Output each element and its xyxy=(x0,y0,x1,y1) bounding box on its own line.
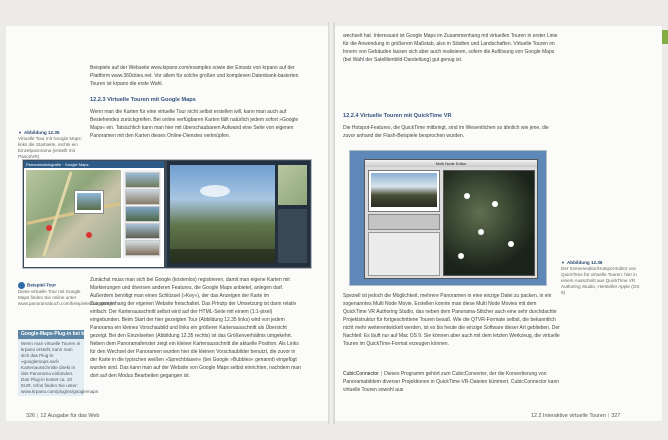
node-point-icon[interactable] xyxy=(458,253,464,259)
map-marker-icon[interactable] xyxy=(86,232,92,238)
section-title-right: 12.2 Interaktive virtuelle Touren xyxy=(531,413,606,419)
globe-icon xyxy=(18,282,25,289)
node-point-icon[interactable] xyxy=(464,193,470,199)
map-view xyxy=(26,170,121,258)
example-tour-text: Diese virtuelle Tour mit Google Maps finden Sie online unter www.panoramabuch.com/beispiele/tour_google xyxy=(18,289,115,306)
right-page xyxy=(335,26,662,421)
figure-caption-label: ▼ Abbildung 12.35 xyxy=(18,130,60,135)
node-list[interactable] xyxy=(368,232,440,276)
section-heading-quicktime: 12.2.4 Virtuelle Touren mit QuickTime VR xyxy=(343,113,452,119)
thumbnail-column xyxy=(123,170,161,258)
node-point-icon[interactable] xyxy=(492,201,498,207)
tour-panorama-screen xyxy=(167,161,310,267)
section-paragraph-quicktime: Die Hotspot-Features, die QuickTime mitbringt, sind im Wesentlichen so ähnlich wie jene, die zuvor anhand der Flash-Beispiele besprochen wurden. xyxy=(343,125,549,139)
figure-caption-text: Der Szeneneditor/Hotspot-Editor von QuickTime für virtuelle Touren: hier in einem Ausschnitt aus QuickTime VR Authoring Studio, Hersteller Apple (OS 9) xyxy=(561,266,640,295)
panorama-thumbnail[interactable] xyxy=(125,189,160,205)
figure-caption-label: ▼ Abbildung 12.36 xyxy=(561,260,603,265)
side-panel xyxy=(278,209,307,263)
left-footer: 326 | 12 Ausgabe für das Web xyxy=(26,413,100,419)
left-page xyxy=(6,26,328,421)
cubicconnector-lead: CubicConnector xyxy=(343,371,379,377)
panorama-thumbnail[interactable] xyxy=(125,206,160,222)
map-marker-icon[interactable] xyxy=(46,225,52,231)
chapter-title-left: 12 Ausgabe für das Web xyxy=(40,413,100,419)
panorama-thumbnail[interactable] xyxy=(125,240,160,256)
page-number-right: 327 xyxy=(611,413,621,419)
editor-window xyxy=(364,159,538,279)
right-footer: 12.2 Interaktive virtuelle Touren | 327 xyxy=(531,413,621,419)
panorama-view[interactable] xyxy=(170,165,275,263)
example-tour-note xyxy=(18,282,115,307)
mini-map[interactable] xyxy=(278,165,307,205)
node-map[interactable] xyxy=(443,170,535,276)
section-heading-google-maps: 12.2.3 Virtuelle Touren mit Google Maps xyxy=(90,97,196,103)
map-bubble[interactable] xyxy=(74,190,104,214)
section-paragraph-google-maps: Wenn man die Karten für eine virtuelle Tour nicht selbst erstellen will, kann man auch auf Bestehendes zurückgreifen. Bei online verfügbaren Karten fällt natürlich jedem sofort »Google Maps« ein. Tatsächlich kann man hier mit überschaubarem Aufwand eine Seite von eigenen Panoramen mit den Karten dieses Online-Dienstes verknüpfen. xyxy=(90,109,299,139)
panorama-thumbnail[interactable] xyxy=(125,223,160,239)
triangle-bullet-icon: ▼ xyxy=(561,260,565,265)
page-number-left: 326 xyxy=(26,413,35,419)
body-paragraph-cubicconnector: CubicConnector | Dieses Programm gehört zum CubicConverter, der die Konvertierung von Panoramabildern diverser Projektionen in QuickTime-VR-Dateien kümmert. CubicConnector kann virtuelle Touren sowohl aus xyxy=(343,371,560,393)
window-title: Multi Node Editor xyxy=(365,160,537,167)
continued-paragraph: wechselt hat. Interessant ist Google Maps im Zusammenhang mit virtuellen Touren in erster Linie für die Anwendung in größerem Maßstab, also in Städten und Landschaften. Virtuelle Touren im Innern von Gebäuden lassen sich aber auch realisieren, sofern die Auflösung von Google Maps (bei Wahl der Satellitenbild-Darstellung) gut genug ist. xyxy=(343,33,558,63)
screenshot-title: Panoramafotografie · Google Maps xyxy=(24,161,164,168)
book-gutter xyxy=(328,22,335,424)
panorama-thumbnail[interactable] xyxy=(125,172,160,188)
node-point-icon[interactable] xyxy=(478,229,484,235)
sidebar-box-body: Wenn man virtuelle Touren in krpano erstellt, kann man sich das Plug-in »googlemaps.swf« Kartenausschnitte direkt in das Panorama einbinden. Das Plug-in kostet ca. 20 EUR. Infos finden Sie unter: www.krpano.com/plugins/googlemaps xyxy=(21,341,99,394)
intro-text: Beispiele auf der Webseite www.kipano.com/examples sowie der Einsatz von krpano auf der Plattform www.360cities.net. Vor allem für solche großen und komplexen Datenbank-basierten Touren ist krpano die erste Wahl. xyxy=(90,65,299,87)
panorama-controls xyxy=(170,249,275,263)
node-point-icon[interactable] xyxy=(508,241,514,247)
triangle-bullet-icon: ▼ xyxy=(18,130,22,135)
panorama-preview xyxy=(368,170,440,212)
figure-caption-12-36 xyxy=(561,260,641,296)
figure-caption-12-35 xyxy=(18,130,84,160)
example-tour-label: Beispiel-Tour xyxy=(18,282,84,289)
sidebar-box-krpano-plugin xyxy=(18,330,99,396)
cubicconnector-text: Dieses Programm gehört zum CubicConverter, der die Konvertierung von Panoramabildern diverser Projektionen in QuickTime-VR-Dateien kümmert. CubicConnector kann virtuelle Touren sowohl aus xyxy=(343,371,560,393)
figure-google-maps-tour xyxy=(22,159,312,269)
figure-quicktime-editor xyxy=(349,150,547,286)
body-paragraph-multi-node: Speziell ist jedoch die Möglichkeit, mehrere Panoramen in eine einzige Datei zu packen, in ein sogenanntes Multi Node Movie. Erstellen konnte man diese Multi Node Movies mit dem QuickTime VR Authoring Studio, das neben dem Panorama-Stitcher auch eine sehr durchdachte Projektstruktur für fortgeschrittene Touren besaß. Wie die QTVR-Formate selbst, die bekanntlich nicht mehr weiterentwickelt werden, ist es bis heute die einzige Software dieser Art geblieben. Der Nachteil: Es läuft nur auf Mac OS 9. Sie können aber auch mit dem letzten Werkzeug, die virtuelle Touren im QuickTime-Format erzeugen können. xyxy=(343,293,560,347)
sidebar-box-title: Google-Maps-Plug-in bei krpano xyxy=(18,330,84,339)
body-paragraph-registration: Zunächst muss man sich bei Google (kostenlos) registrieren, damit man eigene Karten mit Markierungen und diversen anderen Features, die Google Maps anbietet, anlegen darf. Außerdem benötigt man einen Schlüssel (»Key«), der das Anzeigen der Karte im Zusammenhang der eigenen Website freischaltet. Das Prinzip der Umsetzung ist dann relativ einfach: Der Kartenausschnitt selbst wird auf der HTML-Seite mit einem (1:1-pixel) eingebunden. Beim Start der hier gezeigten Tour (Abbildung 12.35 links) wird von jedem Panorama ein kleines Vorschaubild und links ein größerer Kartenausschnitt als Übersicht gezeigt. Bei den Einzelseiten (Abbildung 12.35 rechts) ist das Größenverhältnis umgekehrt. Neben dem Panoramafenster zeigt ein kleiner Kartenausschnitt die aktuelle Position. Als Links für den Wechsel der Panoramen wurden hier die kleinen Vorschaubilder benutzt, die zuvor in der Karte in die typischen weißen »Sprechblasen« (bei Google »Bubbles« genannt) eingefügt wurden sind. Das kann man auf der Website von Google Maps selbst einrichten, nachdem man dort auf den Modus Bearbeiten gegangen ist. xyxy=(90,277,301,379)
tour-start-screen xyxy=(24,161,164,267)
thumbnail-strip[interactable] xyxy=(368,214,440,230)
figure-caption-text: Virtuelle Tour mit Google Maps: links die Startseite, rechts ein Einzelpanorama (erstellt mit Pano2VR) xyxy=(18,136,82,159)
